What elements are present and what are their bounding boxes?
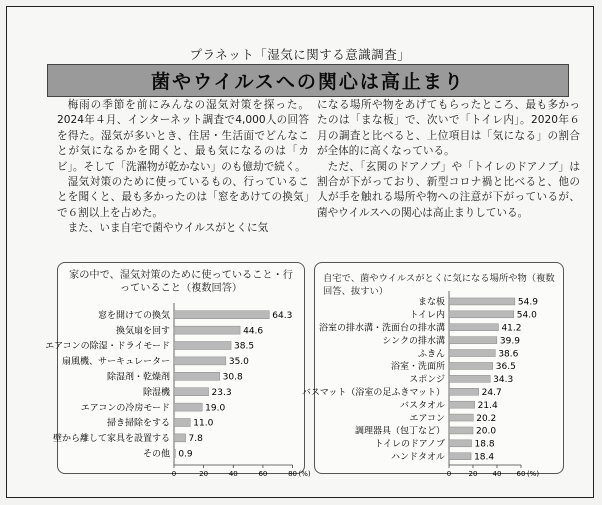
category-label: 壁から離して家具を設置する bbox=[52, 434, 170, 445]
paragraph: になる場所や物をあげてもらったところ、最も多かったのは「まな板」で、次いで「トイレ内」。2020年６月の調査と比べると、上位項目は「気になる」の割合が全体的に高くなっている。 bbox=[317, 99, 580, 158]
category-label: バスマット（浴室の足ふきマット） bbox=[301, 387, 445, 398]
bar bbox=[174, 357, 226, 365]
bar bbox=[174, 434, 186, 442]
x-tick-label: 60 bbox=[258, 470, 268, 478]
value-label: 38.5 bbox=[234, 341, 255, 352]
bar bbox=[449, 350, 495, 357]
chart-dampness-measures bbox=[45, 263, 311, 478]
x-tick-label: 60 bbox=[516, 470, 526, 478]
value-label: 44.6 bbox=[243, 326, 264, 337]
value-label: 7.8 bbox=[188, 434, 203, 445]
category-label: エアコン bbox=[409, 413, 445, 424]
bar bbox=[449, 440, 472, 447]
chart-panel-dampness-measures bbox=[45, 262, 311, 478]
bar bbox=[449, 324, 498, 331]
bar bbox=[174, 419, 190, 427]
category-label: エアコンの冷房モード bbox=[80, 403, 170, 414]
category-label: 窓を開けての換気 bbox=[97, 310, 170, 321]
bar bbox=[174, 311, 269, 319]
bar bbox=[449, 375, 490, 382]
category-label: スポンジ bbox=[409, 375, 445, 386]
value-label: 20.2 bbox=[476, 413, 497, 424]
value-label: 18.4 bbox=[474, 452, 495, 463]
category-label: 調理器具（包丁など） bbox=[354, 426, 445, 437]
value-label: 18.8 bbox=[474, 439, 495, 450]
chart-panel-germ-concerns bbox=[301, 262, 564, 478]
value-label: 38.6 bbox=[498, 349, 519, 360]
value-label: 34.3 bbox=[493, 375, 514, 386]
category-label: シンクの排水溝 bbox=[382, 336, 445, 347]
category-label: 扇風機、サーキュレーター bbox=[61, 357, 170, 368]
category-label: 掃き掃除をする bbox=[106, 418, 170, 429]
value-label: 0.9 bbox=[178, 449, 193, 460]
category-label: まな板 bbox=[417, 297, 445, 308]
bar bbox=[449, 337, 497, 344]
bar bbox=[449, 311, 514, 318]
category-label: 浴室・洗面所 bbox=[390, 362, 445, 373]
chart-title: 自宅で、菌やウイルスがとくに気になる場所や物（複数回答、抜すい） bbox=[323, 273, 555, 297]
chart-germ-concerns bbox=[301, 263, 565, 478]
category-label: 除湿機 bbox=[142, 387, 170, 398]
value-label: 64.3 bbox=[272, 310, 293, 321]
bar bbox=[174, 403, 202, 411]
category-label: ハンドタオル bbox=[390, 452, 445, 463]
headline-banner bbox=[47, 64, 569, 97]
x-tick-label: 0 bbox=[446, 470, 452, 478]
bar bbox=[174, 449, 175, 457]
bar bbox=[449, 427, 473, 434]
x-tick-label: 40 bbox=[228, 470, 238, 478]
value-label: 39.9 bbox=[499, 336, 520, 347]
value-label: 54.9 bbox=[517, 297, 538, 308]
article-subtitle: プラネット「湿気に関する意識調査」 bbox=[189, 47, 411, 62]
bar bbox=[449, 414, 473, 421]
paragraph: ただ、「玄関のドアノブ」や「トイレのドアノブ」は割合が下がっており、新型コロナ禍と比べると、他の人が手を触れる場所や物への注意が下がっているが、菌やウイルスへの関心は高止まりしている。 bbox=[317, 160, 580, 219]
bar bbox=[174, 342, 231, 350]
paragraph: 湿気対策のために使っているもの、行っていることを聞くと、最も多かったのは「窓をあけての換気」で６割以上を占めた。 bbox=[57, 176, 309, 219]
value-label: 54.0 bbox=[516, 310, 537, 321]
x-tick-label: 20 bbox=[468, 470, 478, 478]
body-column-1 bbox=[57, 98, 309, 237]
category-label: ふきん bbox=[417, 349, 445, 360]
x-tick-label: 20 bbox=[199, 470, 209, 478]
x-tick-label: 40 bbox=[492, 470, 502, 478]
bar bbox=[449, 362, 493, 369]
category-label: 浴室の排水溝・洗面台の排水溝 bbox=[318, 323, 445, 334]
headline: 菌やウイルスへの関心は高止まり bbox=[151, 71, 465, 93]
paragraph: 梅雨の季節を前にみんなの湿気対策を探った。2024年４月、インターネット調査で4,000人の回答を得た。湿気が多いとき、住居・生活面でどんなことが気になるかを聞くと、最も気になるのは「カビ」。そして「洗濯物が乾かない」のも億劫で続く。 bbox=[57, 99, 309, 173]
category-label: トイレ内 bbox=[409, 310, 445, 321]
value-label: 11.0 bbox=[193, 418, 214, 429]
bar bbox=[449, 401, 475, 408]
value-label: 21.4 bbox=[477, 400, 498, 411]
bar bbox=[174, 326, 240, 334]
chart-title: 家の中で、湿気対策のために使っていること・行っていること（複数回答） bbox=[69, 270, 293, 294]
bar bbox=[449, 298, 515, 305]
value-label: 19.0 bbox=[205, 403, 226, 414]
category-label: エアコンの除湿・ドライモード bbox=[45, 341, 170, 352]
unit-label: (%) bbox=[298, 470, 311, 478]
value-label: 41.2 bbox=[501, 323, 522, 334]
category-label: 除湿剤・乾燥剤 bbox=[106, 372, 170, 383]
category-label: トイレのドアノブ bbox=[374, 439, 445, 450]
unit-label: (%) bbox=[526, 470, 540, 478]
value-label: 36.5 bbox=[495, 362, 516, 373]
category-label: 換気扇を回す bbox=[115, 326, 170, 337]
value-label: 23.3 bbox=[211, 387, 232, 398]
bar bbox=[174, 372, 220, 380]
bar bbox=[174, 388, 209, 396]
x-tick-label: 80 bbox=[288, 470, 298, 478]
body-column-2 bbox=[317, 98, 580, 221]
x-tick-label: 0 bbox=[171, 470, 177, 478]
value-label: 30.8 bbox=[222, 372, 243, 383]
value-label: 35.0 bbox=[228, 357, 249, 368]
value-label: 20.0 bbox=[476, 426, 497, 437]
bar bbox=[449, 453, 471, 460]
category-label: その他 bbox=[142, 449, 170, 460]
bar bbox=[449, 388, 479, 395]
paragraph: また、いま自宅で菌やウイルスがとくに気 bbox=[67, 222, 269, 235]
category-label: バスタオル bbox=[399, 400, 445, 411]
value-label: 24.7 bbox=[481, 387, 502, 398]
